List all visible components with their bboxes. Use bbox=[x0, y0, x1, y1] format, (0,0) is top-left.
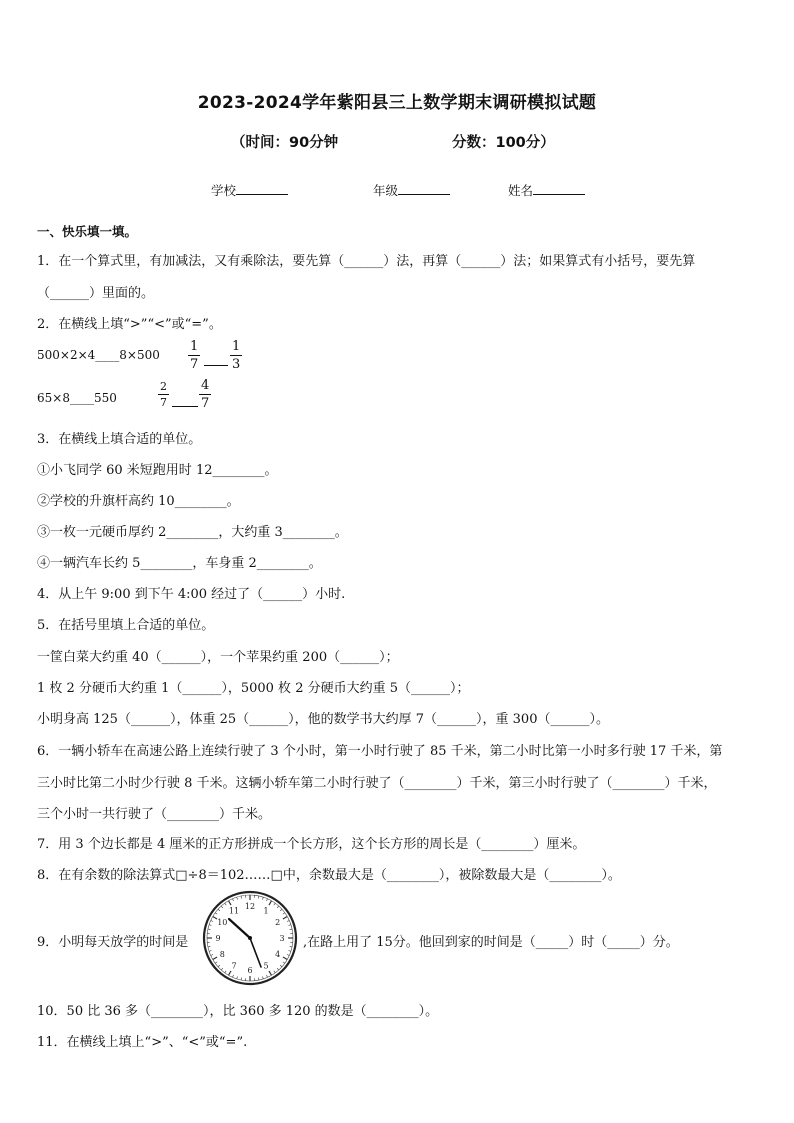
fraction-numerator: 1 bbox=[190, 339, 199, 354]
name-field[interactable] bbox=[508, 181, 585, 199]
clock-number: 4 bbox=[275, 950, 281, 959]
grade-blank[interactable] bbox=[398, 182, 450, 195]
exam-time: （时间：90分钟 bbox=[231, 135, 339, 151]
section-heading: 一、快乐填一填。 bbox=[37, 224, 138, 239]
question-2: 2．在横线上填“>”“<”或“=”。 bbox=[37, 317, 222, 332]
grade-label: 年级 bbox=[373, 183, 399, 198]
question-2-item-a: 500×2×4____8×500 bbox=[37, 348, 160, 362]
clock-number: 11 bbox=[228, 906, 240, 916]
question-7: 7．用 3 个边长都是 4 厘米的正方形拼成一个长方形，这个长方形的周长是（________）厘米。 bbox=[37, 837, 586, 852]
question-5-item-3: 小明身高 125（______），体重 25（______），他的数学书大约厚 7（______），重 300（______）。 bbox=[37, 712, 609, 727]
question-3-item-1: ①小飞同学 60 米短跑用时 12________。 bbox=[37, 463, 278, 478]
school-blank[interactable] bbox=[236, 182, 288, 195]
question-2-item-b: 65×8____550 bbox=[37, 391, 117, 405]
clock-number: 6 bbox=[247, 966, 253, 975]
question-10: 10．50 比 36 多（________），比 360 多 120 的数是（________）。 bbox=[37, 1004, 439, 1019]
school-label: 学校 bbox=[211, 183, 237, 198]
question-6-line-3: 三个小时一共行驶了（________）千米。 bbox=[37, 807, 272, 822]
exam-title: 2023-2024学年紫阳县三上数学期末调研模拟试题 bbox=[197, 93, 597, 113]
exam-score: 分数：100分） bbox=[452, 135, 555, 151]
clock-number: 10 bbox=[217, 918, 228, 927]
clock-number: 3 bbox=[279, 934, 285, 943]
compare-blank[interactable] bbox=[172, 405, 198, 407]
question-5-item-1: 一筐白菜大约重 40（______），一个苹果约重 200（______）； bbox=[37, 650, 399, 665]
question-4: 4．从上午 9:00 到下午 4:00 经过了（______）小时. bbox=[37, 587, 346, 602]
fraction-four-sevenths bbox=[199, 379, 211, 410]
school-field[interactable] bbox=[211, 181, 288, 199]
question-5: 5．在括号里填上合适的单位。 bbox=[37, 618, 215, 633]
fraction-denominator: 7 bbox=[201, 396, 210, 411]
fraction-numerator: 1 bbox=[232, 339, 241, 354]
question-3-item-4: ④一辆汽车长约 5________，车身重 2________。 bbox=[37, 556, 322, 571]
compare-blank[interactable] bbox=[204, 364, 228, 366]
clock-face-image bbox=[200, 888, 300, 988]
question-11: 11．在横线上填上“>”、“<”或“=”. bbox=[37, 1035, 248, 1050]
question-6-line-2: 三小时比第二小时少行驶 8 千米。这辆小轿车第二小时行驶了（________）千米，第三小时行驶了（________）千米， bbox=[37, 776, 717, 791]
question-9-prefix: 9．小明每天放学的时间是 bbox=[37, 935, 189, 950]
clock-number: 2 bbox=[275, 918, 281, 927]
fraction-one-third bbox=[230, 340, 242, 371]
clock-number: 12 bbox=[244, 902, 256, 911]
question-9-suffix: ,在路上用了 15分。他回到家的时间是（_____）时（_____）分。 bbox=[303, 935, 679, 950]
clock-number: 9 bbox=[215, 934, 221, 943]
name-label: 姓名 bbox=[508, 183, 534, 198]
question-1-line-2: （______）里面的。 bbox=[37, 286, 155, 301]
fraction-numerator: 4 bbox=[201, 378, 210, 393]
question-3-item-2: ②学校的升旗杆高约 10________。 bbox=[37, 494, 240, 509]
question-3-item-3: ③一枚一元硬币厚约 2________，大约重 3________。 bbox=[37, 525, 348, 540]
fraction-two-sevenths bbox=[158, 381, 169, 408]
question-3: 3．在横线上填合适的单位。 bbox=[37, 432, 202, 447]
question-6-line-1: 6．一辆小轿车在高速公路上连续行驶了 3 个小时，第一小时行驶了 85 千米，第二小时比第一小时多行驶 17 千米，第 bbox=[37, 744, 723, 759]
fraction-denominator: 7 bbox=[190, 357, 199, 372]
fraction-one-seventh bbox=[188, 340, 200, 371]
fraction-denominator: 7 bbox=[160, 396, 167, 409]
fraction-numerator: 2 bbox=[160, 380, 167, 393]
clock-number: 1 bbox=[263, 906, 269, 916]
name-blank[interactable] bbox=[533, 182, 585, 195]
clock-number: 5 bbox=[263, 961, 269, 971]
question-8: 8．在有余数的除法算式□÷8＝102……□中，余数最大是（________），被除数最大是（________）。 bbox=[37, 868, 621, 883]
grade-field[interactable] bbox=[373, 181, 450, 199]
question-1-line-1: 1．在一个算式里，有加减法，又有乘除法，要先算（______）法，再算（______）法；如果算式有小括号，要先算 bbox=[37, 254, 696, 269]
fraction-denominator: 3 bbox=[232, 357, 241, 372]
question-5-item-2: 1 枚 2 分硬币大约重 1（______），5000 枚 2 分硬币大约重 5（______）； bbox=[37, 681, 470, 696]
clock-number: 7 bbox=[231, 961, 237, 971]
clock-number: 8 bbox=[219, 950, 225, 959]
